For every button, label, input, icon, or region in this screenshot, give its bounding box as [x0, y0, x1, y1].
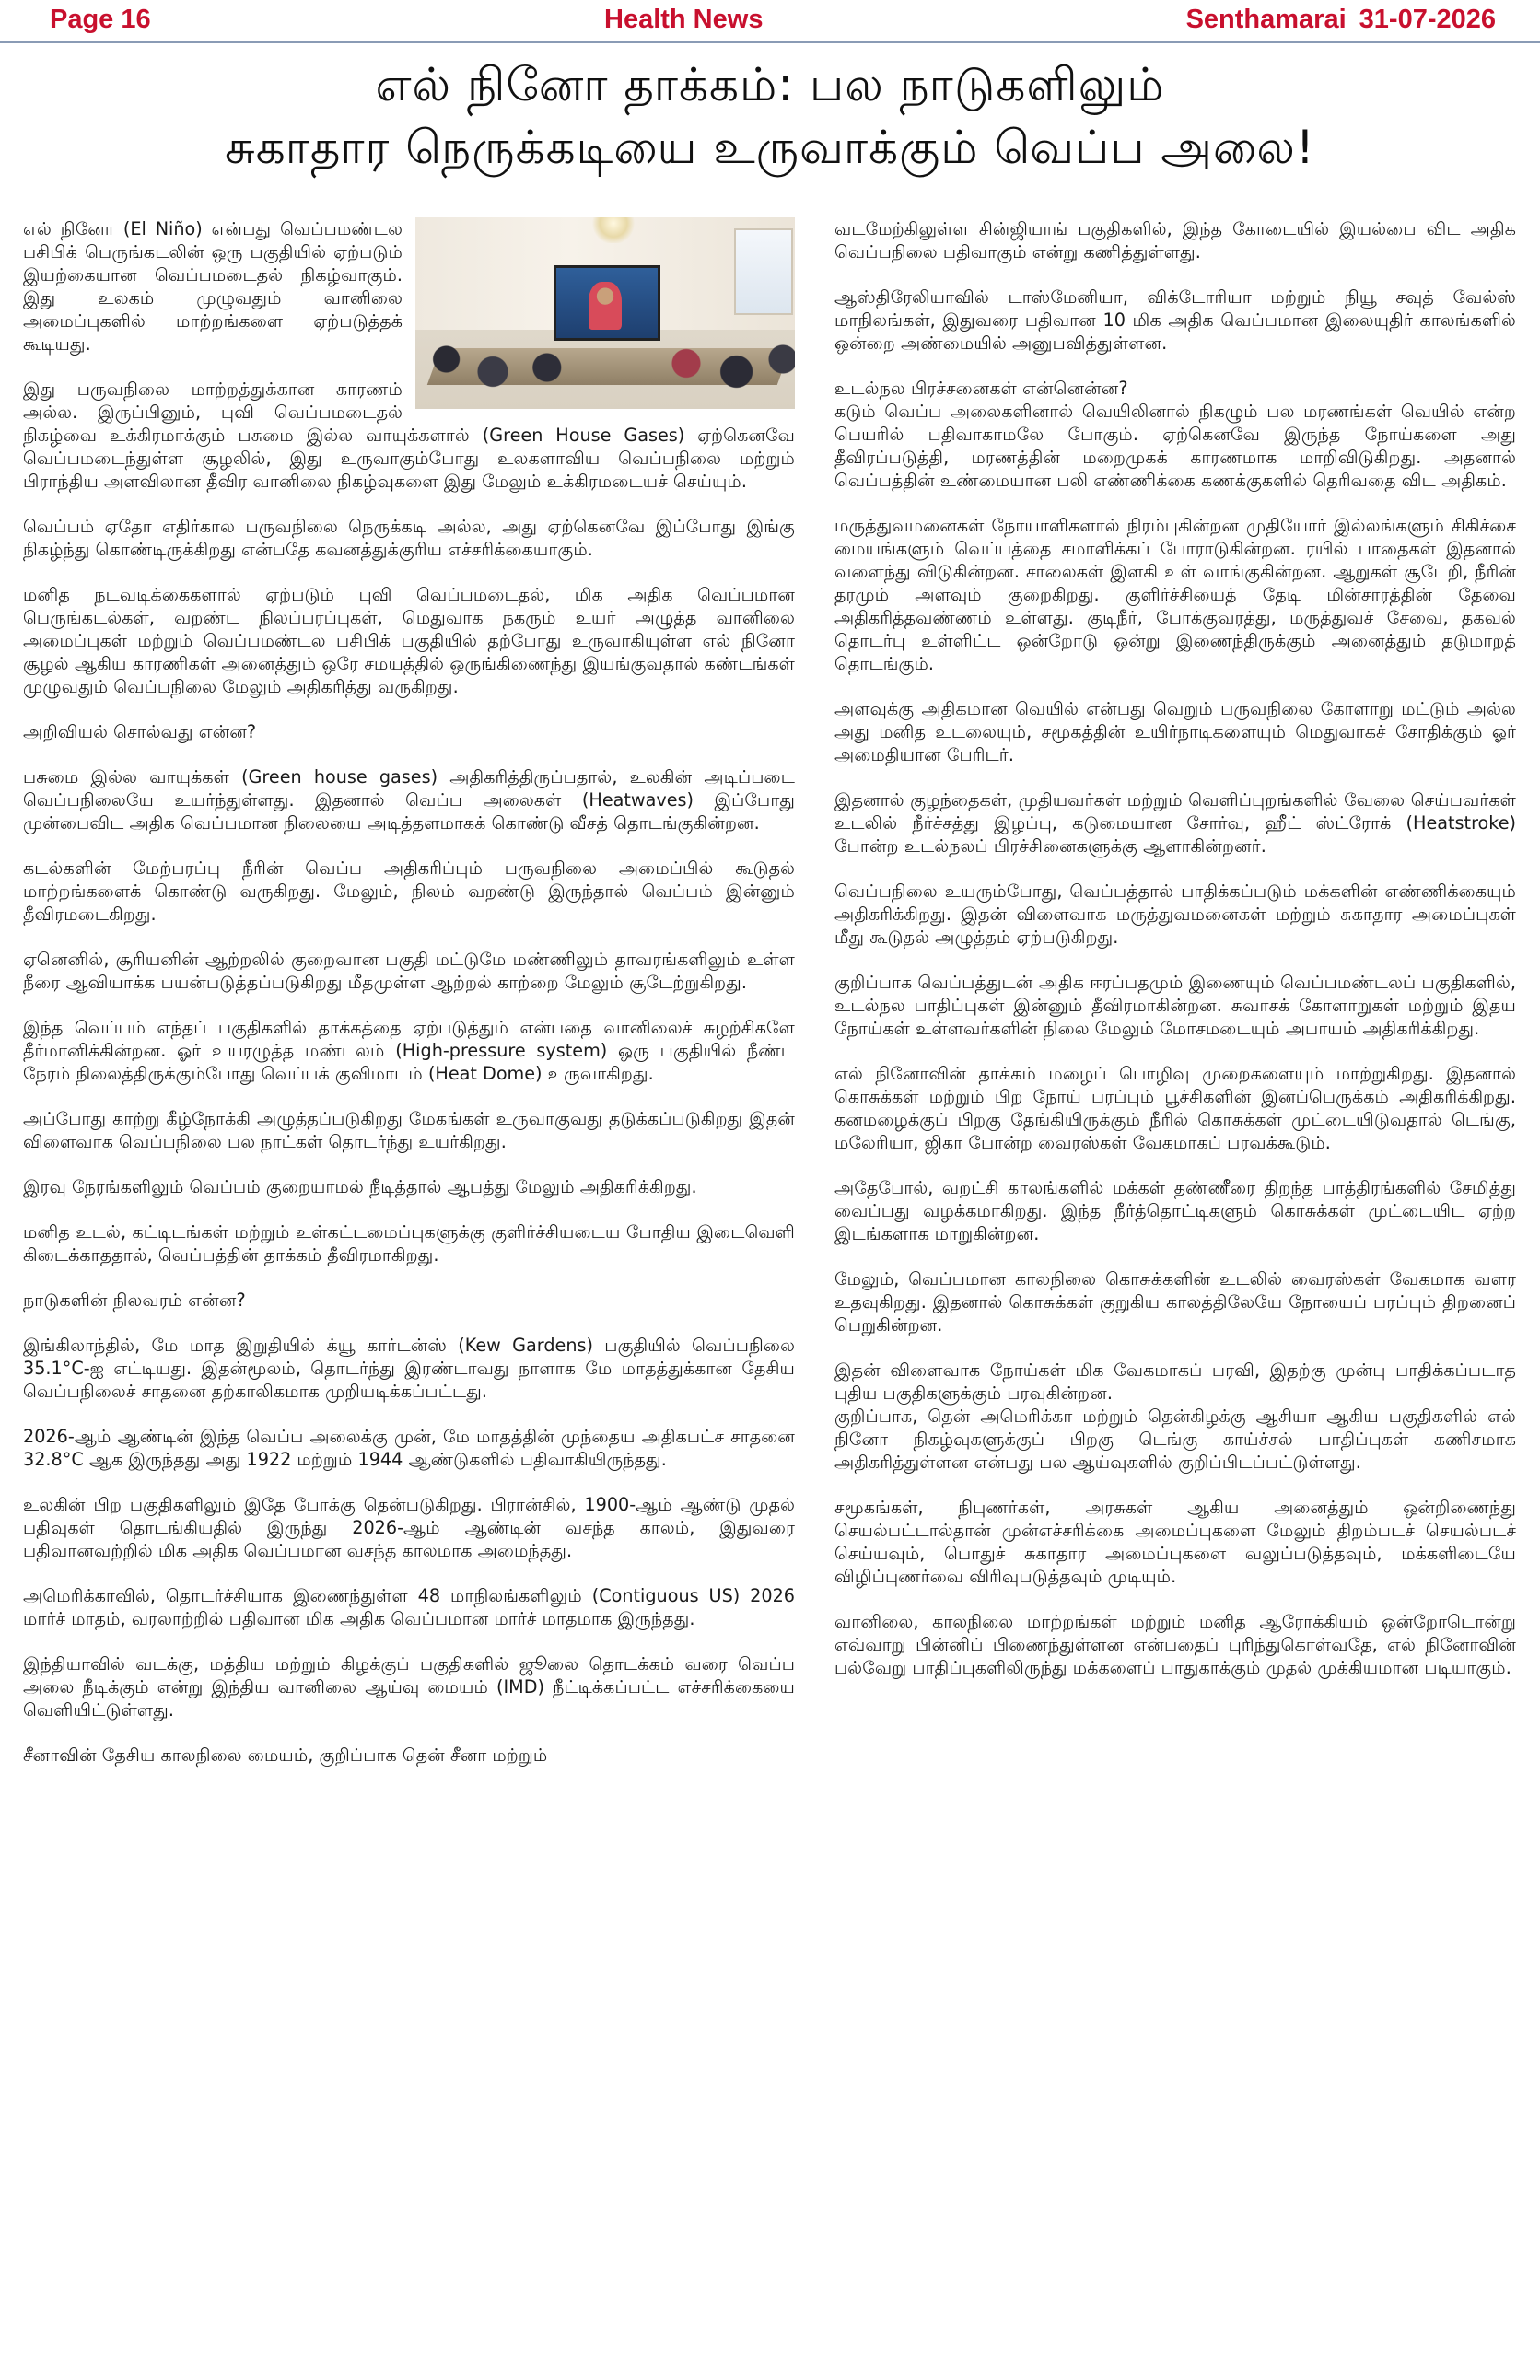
- paragraph: ஏனெனில், சூரியனின் ஆற்றலில் குறைவான பகுதி மட்டுமே மண்ணிலும் தாவரங்களிலும் உள்ள நீரை ஆவியாக்க பயன்படுத்தப்படுகிறது மீதமுள்ள ஆற்றல் காற்றை மேலும் சூடேற்றுகிறது.: [23, 949, 795, 993]
- subheading: நாடுகளின் நிலவரம் என்ன?: [23, 1289, 246, 1311]
- issue-date: 31-07-2026: [1359, 5, 1496, 34]
- section-name: Health News: [604, 5, 764, 34]
- paragraph: கடல்களின் மேற்பரப்பு நீரின் வெப்ப அதிகரிப்பும் பருவநிலை அமைப்பில் கூடுதல் மாற்றங்களைக் கொண்டு வருகிறது. மேலும், நிலம் வறண்டு இருந்தால் வெப்பம் இன்னும் தீவிரமடைகிறது.: [23, 858, 795, 925]
- paragraph: சமூகங்கள், நிபுணர்கள், அரசுகள் ஆகிய அனைத்தும் ஒன்றிணைந்து செயல்பட்டால்தான் முன்எச்சரிக்கை அமைப்புகளை மேலும் திறம்படச் செயல்படச் செய்யவும், பொதுச் சுகாதார அமைப்புகளை வலுப்படுத்தவும், மக்களிடையே விழிப்புணர்வை விரிவுபடுத்தவும் முடியும்.: [834, 1497, 1516, 1587]
- paragraph: குறிப்பாக, தென் அமெரிக்கா மற்றும் தென்கிழக்கு ஆசியா ஆகிய பகுதிகளில் எல் நினோ நிகழ்வுகளுக்குப் பிறகு டெங்கு காய்ச்சல் பாதிப்புகள் கணிசமாக அதிகரித்துள்ளன என்பது பல ஆய்வுகளில் குறிப்பிடப்பட்டுள்ளது.: [834, 1406, 1516, 1473]
- article-headline: [37, 53, 1503, 179]
- headline-line-2: சுகாதார நெருக்கடியை உருவாக்கும் வெப்ப அலை!: [225, 121, 1315, 174]
- paragraph: மனித உடல், கட்டிடங்கள் மற்றும் உள்கட்டமைப்புகளுக்கு குளிர்ச்சியடைய போதிய இடைவெளி கிடைக்காததால், வெப்பத்தின் தாக்கம் தீவிரமாகிறது.: [23, 1221, 795, 1266]
- subheading: உடல்நல பிரச்சனைகள் என்னென்ன?: [834, 378, 1128, 399]
- paragraph: இது பருவநிலை மாற்றத்துக்கான காரணம் அல்ல. இருப்பினும், புவி வெப்பமடைதல் நிகழ்வை உக்கிரமாக்கும் பசுமை இல்ல வாயுக்களால் (Green House Gases) ஏற்கெனவே வெப்பமடைந்துள்ள சூழலில், இது உருவாகும்போது உலகளாவிய வெப்பநிலை மற்றும் பிராந்திய அளவிலான தீவிர வானிலை நிகழ்வுகளை இது மேலும் உக்கிரமடையச் செய்யும்.: [23, 379, 795, 492]
- paragraph: அப்போது காற்று கீழ்நோக்கி அழுத்தப்படுகிறது மேகங்கள் உருவாகுவது தடுக்கப்படுகிறது இதன் விளைவாக வெப்பநிலை பல நாட்கள் தொடர்ந்து உயர்கிறது.: [23, 1108, 795, 1152]
- paragraph: ஆஸ்திரேலியாவில் டாஸ்மேனியா, விக்டோரியா மற்றும் நியூ சவுத் வேல்ஸ் மாநிலங்கள், இதுவரை பதிவான 10 மிக அதிக வெப்பமான இலையுதிர் காலங்களில் ஒன்றை அண்மையில் அனுபவித்துள்ளன.: [834, 286, 1516, 354]
- paragraph: உலகின் பிற பகுதிகளிலும் இதே போக்கு தென்படுகிறது. பிரான்சில், 1900-ஆம் ஆண்டு முதல் பதிவுகள் தொடங்கியதில் இருந்து 2026-ஆம் ஆண்டின் வசந்த காலம், இதுவரை பதிவானவற்றில் மிக அதிக வெப்பமான வசந்த காலமாக அமைந்தது.: [23, 1494, 795, 1561]
- headline-line-1: எல் நினோ தாக்கம்: பல நாடுகளிலும்: [375, 58, 1165, 111]
- paragraph: பசுமை இல்ல வாயுக்கள் (Green house gases) அதிகரித்திருப்பதால், உலகின் அடிப்படை வெப்பநிலையே உயர்ந்துள்ளது. இதனால் வெப்ப அலைகள் (Heatwaves) இப்போது முன்பைவிட அதிக வெப்பமான நிலையை அடித்தளமாகக் கொண்டு வீசத் தொடங்குகின்றன.: [23, 766, 795, 834]
- paragraph: இரவு நேரங்களிலும் வெப்பம் குறையாமல் நீடித்தால் ஆபத்து மேலும் அதிகரிக்கிறது.: [23, 1176, 697, 1197]
- paragraph: இதனால் குழந்தைகள், முதியவர்கள் மற்றும் வெளிப்புறங்களில் வேலை செய்பவர்கள் உடலில் நீர்ச்சத்து இழப்பு, கடுமையான சோர்வு, ஹீட் ஸ்ட்ரோக் (Heatstroke) போன்ற உடல்நலப் பிரச்சினைகளுக்கு ஆளாகின்றனர்.: [834, 789, 1516, 857]
- paragraph: அதேபோல், வறட்சி காலங்களில் மக்கள் தண்ணீரை திறந்த பாத்திரங்களில் சேமித்து வைப்பது வழக்கமாகிறது. இந்த நீர்த்தொட்டிகளும் கொசுக்கள் முட்டையிட ஏற்ற இடங்களாக மாறுகின்றன.: [834, 1177, 1516, 1244]
- paragraph: அளவுக்கு அதிகமான வெயில் என்பது வெறும் பருவநிலை கோளாறு மட்டும் அல்ல அது மனித உடலையும், சமூகத்தின் உயிர்நாடிகளையும் மெதுவாகச் சோதிக்கும் ஓர் அமைதியான பேரிடர்.: [834, 698, 1516, 765]
- paragraph: இந்த வெப்பம் எந்தப் பகுதிகளில் தாக்கத்தை ஏற்படுத்தும் என்பதை வானிலைச் சுழற்சிகளே தீர்மானிக்கின்றன. ஓர் உயரழுத்த மண்டலம் (High-pressure system) ஒரு பகுதியில் நீண்ட நேரம் நிலைத்திருக்கும்போது வெப்பக் குவிமாடம் (Heat Dome) உருவாகிறது.: [23, 1017, 795, 1084]
- left-column: [23, 217, 795, 2373]
- right-column: [834, 217, 1516, 2373]
- paragraph: குறிப்பாக வெப்பத்துடன் அதிக ஈரப்பதமும் இணையும் வெப்பமண்டலப் பகுதிகளில், உடல்நல பாதிப்புகள் இன்னும் தீவிரமாகின்றன. சுவாசக் கோளாறுகள் மற்றும் இதய நோய்கள் உள்ளவர்களின் நிலை மேலும் மோசமடையும் அபாயம் அதிகரிக்கிறது.: [834, 972, 1516, 1039]
- paragraph: மருத்துவமனைகள் நோயாளிகளால் நிரம்புகின்றன முதியோர் இல்லங்களும் சிகிச்சை மையங்களும் வெப்பத்தை சமாளிக்கப் போராடுகின்றன. ரயில் பாதைகள் இதனால் வளைந்து விடுகின்றன. சாலைகள் இளகி உள் வாங்குகின்றன. ஆறுகள் சூடேறி, நீரின் தரமும் அளவும் குறைகிறது. குளிர்ச்சியைத் தேடி மின்சாரத்தின் தேவை அதிகரித்தவண்ணம் உள்ளது. குடிநீர், போக்குவரத்து, மருத்துவச் சேவை, தகவல் தொடர்பு உள்ளிட்ட ஒன்றோடு ஒன்று இணைந்திருக்கும் அனைத்தும் தடுமாறத் தொடங்கும்.: [834, 515, 1516, 674]
- paragraph: இங்கிலாந்தில், மே மாத இறுதியில் க்யூ கார்டன்ஸ் (Kew Gardens) பகுதியில் வெப்பநிலை 35.1°C-ஐ எட்டியது. இதன்மூலம், தொடர்ந்து இரண்டாவது நாளாக மே மாதத்துக்கான தேசிய வெப்பநிலைச் சாதனை தற்காலிகமாக முறியடிக்கப்பட்டது.: [23, 1335, 795, 1402]
- paragraph: 2026-ஆம் ஆண்டின் இந்த வெப்ப அலைக்கு முன், மே மாதத்தின் முந்தைய அதிகபட்ச சாதனை 32.8°C ஆக இருந்தது அது 1922 மற்றும் 1944 ஆண்டுகளில் பதிவாகியிருந்தது.: [23, 1426, 795, 1470]
- publication-info: [1173, 4, 1496, 35]
- paragraph: எல் நினோவின் தாக்கம் மழைப் பொழிவு முறைகளையும் மாற்றுகிறது. இதனால் கொசுக்கள் மற்றும் பிற நோய் பரப்பும் பூச்சிகளின் இனப்பெருக்கம் அதிகரிக்கிறது. கனமழைக்குப் பிறகு தேங்கியிருக்கும் நீரில் கொசுக்கள் முட்டையிடுவதால் டெங்கு, மலேரியா, ஜிகா போன்ற வைரஸ்கள் வேகமாகப் பரவக்கூடும்.: [834, 1063, 1516, 1153]
- paragraph: இந்தியாவில் வடக்கு, மத்திய மற்றும் கிழக்குப் பகுதிகளில் ஜூலை தொடக்கம் வரை வெப்ப அலை நீடிக்கும் என்று இந்திய வானிலை ஆய்வு மையம் (IMD) நீட்டிக்கப்பட்ட எச்சரிக்கையை வெளியிட்டுள்ளது.: [23, 1653, 795, 1721]
- publication-name: Senthamarai: [1185, 5, 1347, 34]
- paragraph: வெப்பநிலை உயரும்போது, வெப்பத்தால் பாதிக்கப்படும் மக்களின் எண்ணிக்கையும் அதிகரிக்கிறது. இதன் விளைவாக மருத்துவமனைகள் மற்றும் சுகாதார அமைப்புகள் மீது கூடுதல் அழுத்தம் ஏற்படுகிறது.: [834, 881, 1516, 948]
- page-header: [0, 0, 1540, 43]
- page-number: Page 16: [50, 5, 151, 34]
- paragraph: கடும் வெப்ப அலைகளினால் வெயிலினால் நிகழும் பல மரணங்கள் வெயில் என்ற பெயரில் பதிவாகாமலே போகும். ஏற்கெனவே இருந்த நோய்களை அது தீவிரப்படுத்தி, மரணத்தின் மறைமுகக் காரணமாக மாறிவிடுகிறது. அதனால் வெப்பத்தின் உண்மையான பலி எண்ணிக்கை கணக்குகளில் தெரிவதை விட அதிகம்.: [834, 401, 1516, 491]
- subheading: அறிவியல் சொல்வது என்ன?: [23, 721, 257, 742]
- paragraph: வடமேற்கிலுள்ள சின்ஜியாங் பகுதிகளில், இந்த கோடையில் இயல்பை விட அதிக வெப்பநிலை பதிவாகும் என்று கணித்துள்ளது.: [834, 218, 1516, 262]
- paragraph: மேலும், வெப்பமான காலநிலை கொசுக்களின் உடலில் வைரஸ்கள் வேகமாக வளர உதவுகிறது. இதனால் கொசுக்கள் குறுகிய காலத்திலேயே நோயைப் பரப்பும் திறனைப் பெறுகின்றன.: [834, 1268, 1516, 1336]
- conference-photo: [415, 217, 795, 409]
- paragraph: வெப்பம் ஏதோ எதிர்கால பருவநிலை நெருக்கடி அல்ல, அது ஏற்கெனவே இப்போது இங்கு நிகழ்ந்து கொண்டிருக்கிறது என்பதே கவனத்துக்குரிய எச்சரிக்கையாகும்.: [23, 516, 795, 560]
- paragraph: மனித நடவடிக்கைகளால் ஏற்படும் புவி வெப்பமடைதல், மிக அதிக வெப்பமான பெருங்கடல்கள், வறண்ட நிலப்பரப்புகள், மெதுவாக நகரும் உயர் அழுத்த வானிலை அமைப்புகள் மற்றும் வெப்பமண்டல பசிபிக் பகுதியில் தற்போது உருவாகியுள்ள எல் நினோ சூழல் ஆகிய காரணிகள் அனைத்தும் ஒரே சமயத்தில் ஒருங்கிணைந்து இயங்குவதால் கண்டங்கள் முழுவதும் வெப்பநிலை மேலும் அதிகரித்து வருகிறது.: [23, 584, 795, 697]
- paragraph: இதன் விளைவாக நோய்கள் மிக வேகமாகப் பரவி, இதற்கு முன்பு பாதிக்கப்படாத புதிய பகுதிகளுக்கும் பரவுகின்றன.: [834, 1359, 1516, 1404]
- paragraph: சீனாவின் தேசிய காலநிலை மையம், குறிப்பாக தென் சீனா மற்றும்: [23, 1744, 548, 1766]
- paragraph: எல் நினோ (El Niño) என்பது வெப்பமண்டல பசிபிக் பெருங்கடலின் ஒரு பகுதியில் ஏற்படும் இயற்கையான வெப்பமடைதல் நிகழ்வாகும். இது உலகம் முழுவதும் வானிலை அமைப்புகளில் மாற்றங்களை ஏற்படுத்தக் கூடியது.: [23, 218, 402, 355]
- paragraph: வானிலை, காலநிலை மாற்றங்கள் மற்றும் மனித ஆரோக்கியம் ஒன்றோடொன்று எவ்வாறு பின்னிப் பிணைந்துள்ளன என்பதைப் புரிந்துகொள்வதே, எல் நினோவின் பல்வேறு பாதிப்புகளிலிருந்து மக்களைப் பாதுகாக்கும் முதல் முக்கியமான படியாகும்.: [834, 1611, 1516, 1678]
- paragraph: அமெரிக்காவில், தொடர்ச்சியாக இணைந்துள்ள 48 மாநிலங்களிலும் (Contiguous US) 2026 மார்ச் மாதம், வரலாற்றில் பதிவான மிக அதிக வெப்பமான மார்ச் மாதமாக இருந்தது.: [23, 1585, 795, 1629]
